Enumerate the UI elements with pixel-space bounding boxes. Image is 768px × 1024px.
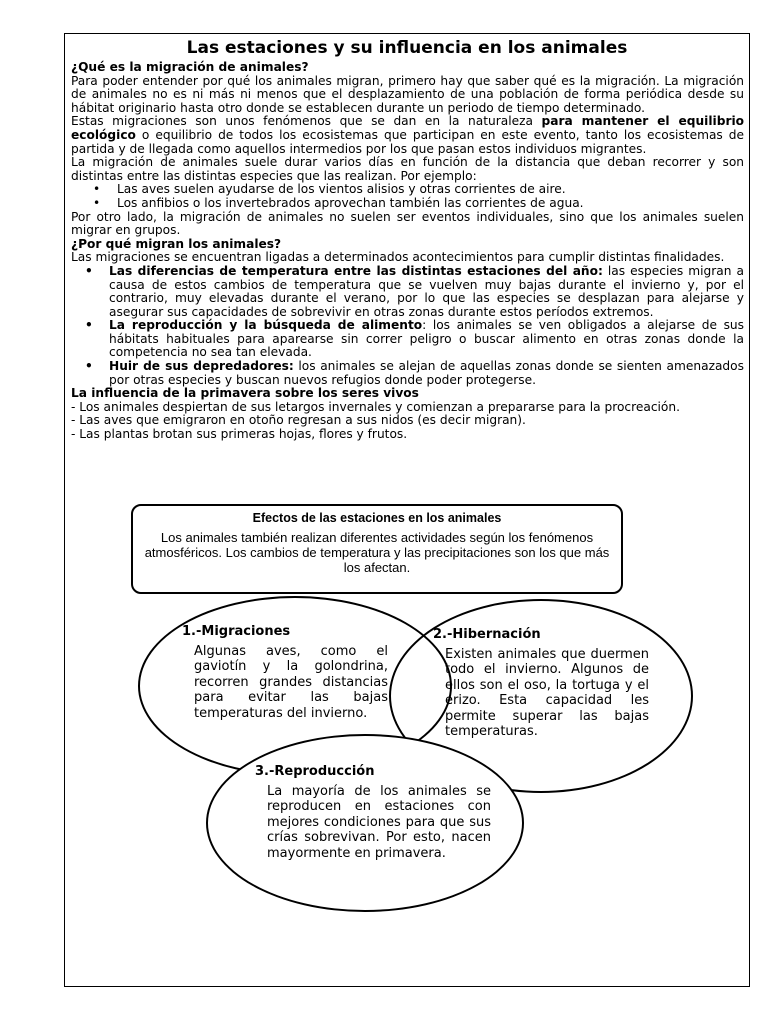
page-title: Las estaciones y su influencia en los animales xyxy=(186,38,628,58)
migration-title: 1.-Migraciones xyxy=(182,624,291,639)
paragraph: Para poder entender por qué los animales migran, primero hay que saber qué es la migración. La migración de animales no es ni más ni menos que el desplazamiento de una población de forma periódica desde su hábitat originario hasta otro donde se establecen durante un periodo de tiempo determinado. xyxy=(71,73,744,115)
effects-box xyxy=(131,504,623,594)
spring-line: - Los animales despiertan de sus letargos invernales y comienzan a prepararse para la procreación. xyxy=(71,399,680,414)
hibernation-text: Existen animales que duermen todo el invierno. Algunos de ellos son el oso, la tortuga y el erizo. Esta capacidad les permite superar las bajas temperaturas. xyxy=(445,646,649,739)
text: o equilibrio de todos los ecosistemas que participan en este evento, tanto los ecosistemas de partida y de llegada como aquellos intermedios por los que pasan estos individuos migrantes. xyxy=(71,127,744,156)
list-item xyxy=(71,265,744,319)
reproduction-title: 3.-Reproducción xyxy=(255,764,375,779)
paragraph xyxy=(71,115,744,156)
reproduction-text: La mayoría de los animales se reproducen en estaciones con mejores condiciones para que sus crías sobrevivan. Por esto, nacen mayormente en primavera. xyxy=(267,783,491,861)
bold-text: para mantener el equilibrio ecológico xyxy=(71,114,745,142)
paragraph: Las migraciones se encuentran ligadas a determinados acontecimientos para cumplir distintas finalidades. xyxy=(71,250,725,265)
bold-text: Huir de sus depredadores: xyxy=(109,359,294,374)
reasons-list xyxy=(71,265,744,387)
text: las especies migran a causa de estos cambios de temperatura que se vuelven muy bajas durante el invierno y, por el contrario, muy elevadas durante el verano, por lo que las especies se desplazan para alejarse y asegurar sus capacidades de sobrevivir en otras zonas durante estos períodos extremos. xyxy=(109,263,744,319)
list-item: • Los anfibios o los invertebrados aprovechan también las corrientes de agua. xyxy=(71,197,744,211)
reproduction-text-block xyxy=(255,764,491,861)
migration-text-block xyxy=(182,624,388,721)
hibernation-text-block xyxy=(433,627,649,740)
text: Estas migraciones son unos fenómenos que se dan en la naturaleza xyxy=(71,114,542,129)
list-item xyxy=(71,360,744,387)
heading-migration: ¿Qué es la migración de animales? xyxy=(71,60,309,74)
effects-box-title: Efectos de las estaciones en los animales xyxy=(252,511,502,525)
worksheet-page xyxy=(64,33,750,987)
paragraph: La migración de animales suele durar varios días en función de la distancia que deban recorrer y son distintas entre las distintas especies que las realizan. Por ejemplo: xyxy=(71,155,744,183)
effects-box-text: Los animales también realizan diferentes actividades según los fenómenos atmosféricos. Los cambios de temperatura y las precipitaciones son los que más los afectan. xyxy=(144,530,610,575)
bold-text: La reproducción y la búsqueda de alimento xyxy=(109,318,423,333)
heading-spring: La influencia de la primavera sobre los seres vivos xyxy=(71,386,419,401)
examples-list xyxy=(71,183,744,210)
spring-line: - Las aves que emigraron en otoño regresan a sus nidos (es decir migran). xyxy=(71,413,526,428)
text: los animales se alejan de aquellas zonas donde se sienten amenazados por otras especies y buscan nuevos refugios donde poder protegerse. xyxy=(109,359,744,387)
spring-line: - Las plantas brotan sus primeras hojas, flores y frutos. xyxy=(71,427,408,442)
heading-why-migrate: ¿Por qué migran los animales? xyxy=(71,236,282,251)
main-text xyxy=(71,61,744,442)
migration-text: Algunas aves, como el gaviotín y la golondrina, recorren grandes distancias para evitar las bajas temperaturas del invierno. xyxy=(194,643,388,721)
list-item xyxy=(71,319,744,360)
hibernation-title: 2.-Hibernación xyxy=(433,627,541,642)
paragraph: Por otro lado, la migración de animales no suelen ser eventos individuales, sino que los animales suelen migrar en grupos. xyxy=(71,209,744,238)
bold-text: Las diferencias de temperatura entre las distintas estaciones del año: xyxy=(109,263,603,278)
list-item: • Las aves suelen ayudarse de los vientos alisios y otras corrientes de aire. xyxy=(71,183,744,197)
text: : los animales se ven obligados a alejarse de sus hábitats habituales para aparearse sin correr peligro o buscar alimento en otras zonas donde la competencia no sea tan elevada. xyxy=(109,318,744,360)
